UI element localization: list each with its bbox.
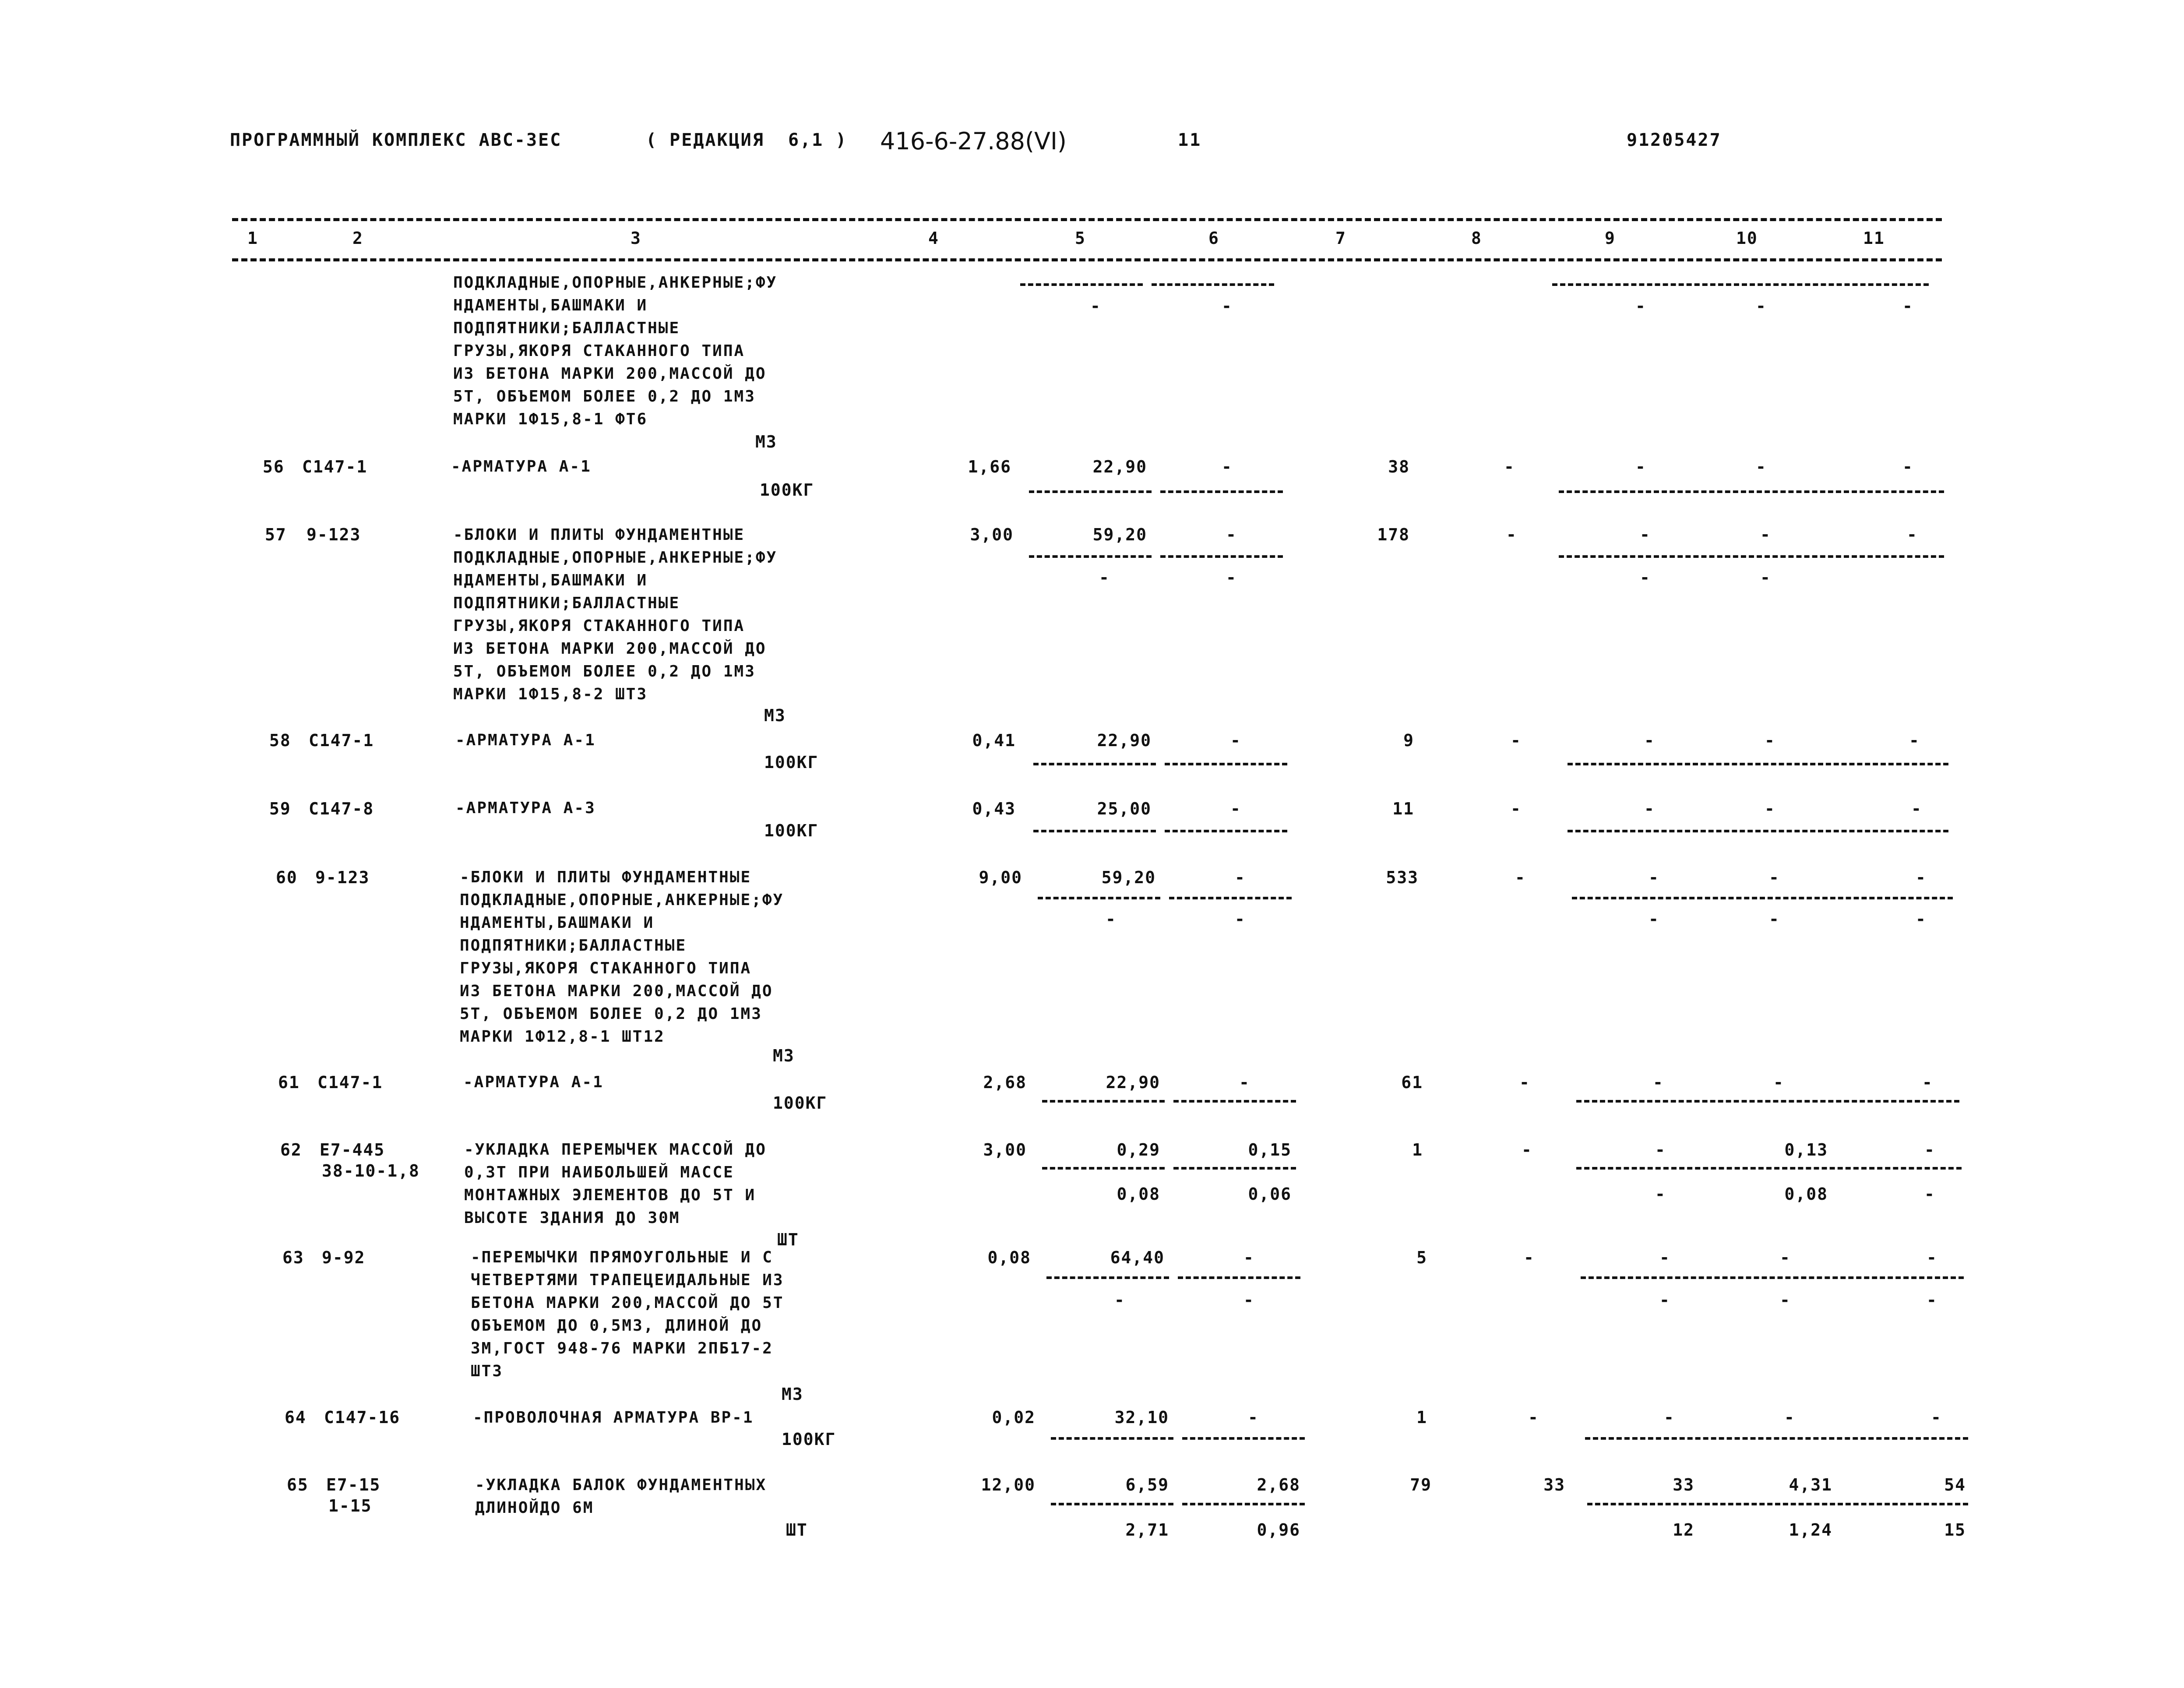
cell-10: - <box>1784 1408 1795 1427</box>
cell-10: - <box>1765 799 1775 818</box>
row-description: -УКЛАДКА БАЛОК ФУНДАМЕНТНЫХ ДЛИНОЙДО 6М <box>475 1476 767 1517</box>
row-unit: 100КГ <box>764 821 819 840</box>
cell-5: 59,20 <box>1092 525 1147 544</box>
row-code: С147-1 <box>302 457 368 476</box>
cell-6-sub: 0,06 <box>1248 1184 1292 1204</box>
col-header-5: 5 <box>1075 229 1086 248</box>
subtotal-rule <box>1169 897 1292 899</box>
cell-9-sub: 12 <box>1673 1520 1694 1540</box>
row-description: -БЛОКИ И ПЛИТЫ ФУНДАМЕНТНЫЕ ПОДКЛАДНЫЕ,ОПОРНЫЕ,АНКЕРНЫЕ;ФУ НДАМЕНТЫ,БАШМАКИ И ПОДПЯТНИКИ;БАЛЛАСТНЫЕ ГРУЗЫ,ЯКОРЯ СТАКАННОГО ТИПА ИЗ БЕТОНА МАРКИ 200,МАССОЙ ДО 5Т, ОБЪЕМОМ БОЛЕЕ 0,2 ДО 1М3 МАРКИ 1Ф12,8-1 ШТ12 <box>460 868 784 1046</box>
cell-10-sub: - <box>1760 568 1771 587</box>
subtotal-rule <box>1165 830 1287 832</box>
subtotal-rule <box>1559 490 1944 493</box>
cell-10-sub: 0,08 <box>1784 1184 1828 1204</box>
row-code: 9-123 <box>315 868 370 887</box>
cell-8: - <box>1522 1140 1532 1159</box>
row-unit: 100КГ <box>782 1430 836 1449</box>
cell-9: - <box>1640 525 1651 544</box>
cell-6: - <box>1230 731 1241 750</box>
cell-11: - <box>1907 525 1918 544</box>
cell-10: - <box>1769 868 1780 887</box>
cell-7: 9 <box>1403 731 1414 750</box>
row-unit: М3 <box>755 432 777 451</box>
row-code: С147-1 <box>317 1073 383 1092</box>
subtotal-rule <box>1568 763 1948 765</box>
cell-5: 59,20 <box>1101 868 1156 887</box>
cell-5: 25,00 <box>1097 799 1152 818</box>
cell-4: 3,00 <box>983 1140 1027 1159</box>
cell-10: - <box>1765 731 1775 750</box>
cell-6: - <box>1226 525 1237 544</box>
row-unit: 100КГ <box>773 1093 828 1113</box>
subtotal-rule <box>1020 283 1143 286</box>
cell-6: - <box>1235 868 1246 887</box>
row-code: С147-8 <box>309 799 374 818</box>
cell-6: - <box>1230 799 1241 818</box>
row-description: -УКЛАДКА ПЕРЕМЫЧЕК МАССОЙ ДО 0,3Т ПРИ НАИБОЛЬШЕЙ МАССЕ МОНТАЖНЫХ ЭЛЕМЕНТОВ ДО 5Т И ВЫСОТЕ ЗДАНИЯ ДО 30М <box>464 1141 767 1227</box>
subtotal-rule <box>1029 490 1152 493</box>
cell-6: - <box>1222 296 1233 316</box>
cell-6-sub: 0,96 <box>1257 1520 1300 1540</box>
cell-11: - <box>1922 1073 1933 1092</box>
subtotal-rule <box>1042 1167 1165 1170</box>
document-code: 416-6-27.88(VI) <box>880 127 1067 155</box>
cell-8: - <box>1504 457 1515 476</box>
cell-9: - <box>1644 799 1655 818</box>
cell-5-sub: 0,08 <box>1117 1184 1160 1204</box>
cell-7: 11 <box>1392 799 1414 818</box>
cell-11: - <box>1911 799 1922 818</box>
cell-11: - <box>1902 457 1913 476</box>
row-unit: М3 <box>773 1046 795 1065</box>
cell-7: 533 <box>1386 868 1419 887</box>
cell-5: 0,29 <box>1117 1140 1160 1159</box>
row-code: Е7-445 <box>320 1140 385 1159</box>
cell-8: - <box>1511 799 1522 818</box>
row-description: -ПРОВОЛОЧНАЯ АРМАТУРА ВР-1 <box>473 1409 754 1427</box>
subtotal-rule <box>1568 830 1948 832</box>
cell-9: - <box>1653 1073 1664 1092</box>
cell-4: 12,00 <box>981 1475 1036 1494</box>
subtotal-rule <box>1182 1437 1305 1440</box>
subtotal-rule <box>1042 1100 1165 1103</box>
cell-6: - <box>1222 457 1233 476</box>
row-code-2: 38-10-1,8 <box>322 1161 420 1181</box>
row-number: 63 <box>282 1248 304 1267</box>
row-description: -АРМАТУРА А-3 <box>455 799 596 817</box>
col-header-7: 7 <box>1335 229 1346 248</box>
col-header-8: 8 <box>1471 229 1482 248</box>
cell-9: 33 <box>1673 1475 1694 1494</box>
col-header-4: 4 <box>928 229 939 248</box>
cell-11: - <box>1909 731 1920 750</box>
cell-11-sub: - <box>1916 909 1927 929</box>
cell-5: 22,90 <box>1092 457 1147 476</box>
row-number: 58 <box>269 731 291 750</box>
cell-5: 22,90 <box>1106 1073 1160 1092</box>
cell-9-sub: - <box>1659 1290 1670 1310</box>
cell-4: 0,43 <box>972 799 1016 818</box>
cell-6: - <box>1243 1248 1254 1267</box>
subtotal-rule <box>1173 1100 1296 1103</box>
cell-11: - <box>1931 1408 1942 1427</box>
cell-7: 178 <box>1377 525 1410 544</box>
subtotal-rule <box>1160 490 1283 493</box>
cell-7: 61 <box>1401 1073 1423 1092</box>
subtotal-rule <box>1033 830 1156 832</box>
row-number: 59 <box>269 799 291 818</box>
cell-9: - <box>1655 1140 1666 1159</box>
cell-4: 0,41 <box>972 731 1016 750</box>
row-description: -АРМАТУРА А-1 <box>455 731 596 749</box>
cell-9-sub: - <box>1649 909 1659 929</box>
row-unit: М3 <box>764 706 786 725</box>
col-header-11: 11 <box>1863 229 1885 248</box>
cell-5-sub: 2,71 <box>1125 1520 1169 1540</box>
row-unit: 100КГ <box>760 480 814 500</box>
cell-11: - <box>1902 296 1913 316</box>
cell-9: - <box>1635 296 1646 316</box>
subtotal-rule <box>1033 763 1156 765</box>
col-header-9: 9 <box>1605 229 1616 248</box>
subtotal-rule <box>1051 1437 1173 1440</box>
cell-7: 1 <box>1416 1408 1427 1427</box>
cell-10: - <box>1760 525 1771 544</box>
cell-9: - <box>1644 731 1655 750</box>
edition-label: ( РЕДАКЦИЯ 6,1 ) <box>646 130 848 150</box>
row-code: 9-123 <box>306 525 361 544</box>
subtotal-rule <box>1576 1167 1962 1170</box>
row-description: -АРМАТУРА А-1 <box>463 1073 604 1091</box>
row-code: С147-1 <box>309 731 374 750</box>
cell-5: 22,90 <box>1097 731 1152 750</box>
row-unit: ШТ <box>777 1230 799 1249</box>
cell-8: - <box>1515 868 1526 887</box>
cell-4: 0,08 <box>987 1248 1031 1267</box>
cell-7: 38 <box>1388 457 1410 476</box>
cell-9-sub: - <box>1640 568 1651 587</box>
cell-11: - <box>1916 868 1927 887</box>
cell-11: - <box>1924 1140 1935 1159</box>
subtotal-rule <box>1178 1276 1300 1279</box>
subtotal-rule <box>1581 1276 1964 1279</box>
cell-10: - <box>1756 457 1767 476</box>
subtotal-rule <box>1587 1503 1968 1505</box>
cell-8: - <box>1528 1408 1539 1427</box>
row-description: ПОДКЛАДНЫЕ,ОПОРНЫЕ,АНКЕРНЫЕ;ФУ НДАМЕНТЫ,БАШМАКИ И ПОДПЯТНИКИ;БАЛЛАСТНЫЕ ГРУЗЫ,ЯКОРЯ СТАКАННОГО ТИПА ИЗ БЕТОНА МАРКИ 200,МАССОЙ ДО 5Т, ОБЪЕМОМ БОЛЕЕ 0,2 ДО 1М3 МАРКИ 1Ф15,8-1 ФТ6 <box>453 274 778 428</box>
cell-6-sub: - <box>1235 909 1246 929</box>
cell-10: - <box>1756 296 1767 316</box>
cell-8: 33 <box>1543 1475 1565 1494</box>
subtotal-rule <box>1051 1503 1173 1505</box>
cell-10: 0,13 <box>1784 1140 1828 1159</box>
doc-number: 91205427 <box>1627 130 1722 150</box>
row-code: 9-92 <box>322 1248 366 1267</box>
row-code: С147-16 <box>324 1408 401 1427</box>
cell-6: 2,68 <box>1257 1475 1300 1494</box>
cell-5-sub: - <box>1106 909 1117 929</box>
cell-9: - <box>1635 457 1646 476</box>
row-unit: 100КГ <box>764 753 819 772</box>
row-number: 60 <box>276 868 298 887</box>
col-header-3: 3 <box>631 229 641 248</box>
row-description: -ПЕРЕМЫЧКИ ПРЯМОУГОЛЬНЫЕ И С ЧЕТВЕРТЯМИ ТРАПЕЦЕИДАЛЬНЫЕ ИЗ БЕТОНА МАРКИ 200,МАССОЙ ДО 5Т ОБЪЕМОМ ДО 0,5М3, ДЛИНОЙ ДО 3М,ГОСТ 948-76 МАРКИ 2ПБ17-2 ШТ3 <box>471 1248 784 1380</box>
header-bottom-rule <box>232 258 1942 261</box>
cell-10-sub: 1,24 <box>1789 1520 1832 1540</box>
subtotal-rule <box>1046 1276 1169 1279</box>
cell-4: 2,68 <box>983 1073 1027 1092</box>
subtotal-rule <box>1559 555 1944 558</box>
row-number: 61 <box>278 1073 300 1092</box>
cell-5: - <box>1090 296 1101 316</box>
cell-6-sub: - <box>1243 1290 1254 1310</box>
cell-8: - <box>1524 1248 1535 1267</box>
cell-10: 4,31 <box>1789 1475 1832 1494</box>
cell-8: - <box>1519 1073 1530 1092</box>
cell-9-sub: - <box>1655 1184 1666 1204</box>
subtotal-rule <box>1572 897 1953 899</box>
cell-7: 79 <box>1410 1475 1432 1494</box>
row-number: 62 <box>280 1140 302 1159</box>
row-unit: М3 <box>782 1385 803 1404</box>
cell-8: - <box>1511 731 1522 750</box>
col-header-2: 2 <box>352 229 363 248</box>
subtotal-rule <box>1029 555 1152 558</box>
cell-4: 1,66 <box>968 457 1011 476</box>
cell-5: 32,10 <box>1114 1408 1169 1427</box>
subtotal-rule <box>1160 555 1283 558</box>
cell-5: 6,59 <box>1125 1475 1169 1494</box>
subtotal-rule <box>1173 1167 1296 1170</box>
cell-11-sub: - <box>1924 1184 1935 1204</box>
cell-10: - <box>1780 1248 1791 1267</box>
cell-5-sub: - <box>1099 568 1110 587</box>
page-number: 11 <box>1178 130 1202 150</box>
cell-10-sub: - <box>1780 1290 1791 1310</box>
row-number: 56 <box>263 457 285 476</box>
row-code: Е7-15 <box>326 1475 381 1494</box>
program-name: ПРОГРАММНЫЙ КОМПЛЕКС АВС-ЗЕС <box>230 130 562 150</box>
col-header-10: 10 <box>1736 229 1758 248</box>
row-number: 65 <box>287 1475 309 1494</box>
row-number: 57 <box>265 525 287 544</box>
cell-10: - <box>1773 1073 1784 1092</box>
cell-4: 3,00 <box>970 525 1014 544</box>
cell-6-sub: - <box>1226 568 1237 587</box>
cell-7: 1 <box>1412 1140 1423 1159</box>
cell-7: 5 <box>1416 1248 1427 1267</box>
cell-11-sub: 15 <box>1944 1520 1966 1540</box>
subtotal-rule <box>1552 283 1929 286</box>
subtotal-rule <box>1585 1437 1968 1440</box>
col-header-1: 1 <box>247 229 258 248</box>
cell-9: - <box>1664 1408 1675 1427</box>
subtotal-rule <box>1038 897 1160 899</box>
cell-4: 9,00 <box>979 868 1022 887</box>
cell-6: - <box>1248 1408 1259 1427</box>
cell-4: 0,02 <box>992 1408 1036 1427</box>
cell-11: 54 <box>1944 1475 1966 1494</box>
table-top-rule <box>232 218 1942 221</box>
subtotal-rule <box>1576 1100 1959 1103</box>
row-description: -АРМАТУРА А-1 <box>451 458 592 476</box>
subtotal-rule <box>1182 1503 1305 1505</box>
row-unit: ШТ <box>786 1520 808 1540</box>
cell-10-sub: - <box>1769 909 1780 929</box>
col-header-6: 6 <box>1208 229 1219 248</box>
row-number: 64 <box>285 1408 306 1427</box>
cell-6: - <box>1239 1073 1250 1092</box>
cell-8: - <box>1506 525 1517 544</box>
subtotal-rule <box>1165 763 1287 765</box>
cell-11-sub: - <box>1927 1290 1937 1310</box>
row-description: -БЛОКИ И ПЛИТЫ ФУНДАМЕНТНЫЕ ПОДКЛАДНЫЕ,ОПОРНЫЕ,АНКЕРНЫЕ;ФУ НДАМЕНТЫ,БАШМАКИ И ПОДПЯТНИКИ;БАЛЛАСТНЫЕ ГРУЗЫ,ЯКОРЯ СТАКАННОГО ТИПА ИЗ БЕТОНА МАРКИ 200,МАССОЙ ДО 5Т, ОБЪЕМОМ БОЛЕЕ 0,2 ДО 1М3 МАРКИ 1Ф15,8-2 ШТ3 <box>453 526 778 703</box>
cell-9: - <box>1659 1248 1670 1267</box>
cell-11: - <box>1927 1248 1937 1267</box>
cell-9: - <box>1649 868 1659 887</box>
cell-5: 64,40 <box>1110 1248 1165 1267</box>
subtotal-rule <box>1152 283 1274 286</box>
cell-6: 0,15 <box>1248 1140 1292 1159</box>
row-code-2: 1-15 <box>328 1496 372 1515</box>
cell-5-sub: - <box>1114 1290 1125 1310</box>
